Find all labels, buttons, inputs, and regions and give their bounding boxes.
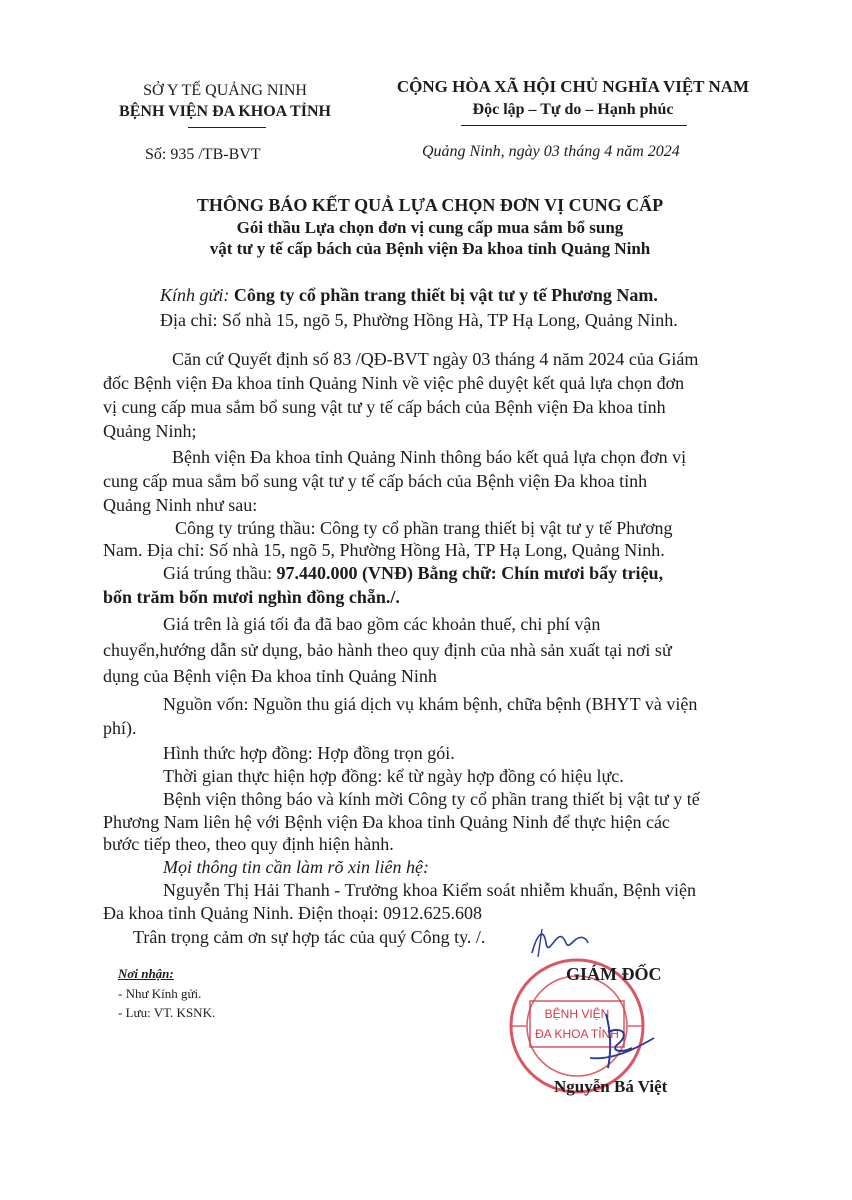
para-basis-line: đốc Bệnh viện Đa khoa tỉnh Quảng Ninh về việc phê duyệt kết quả lựa chọn đơn xyxy=(103,373,685,393)
place-date: Quảng Ninh, ngày 03 tháng 4 năm 2024 xyxy=(422,143,680,160)
para-announce-line: Bệnh viện Đa khoa tỉnh Quảng Ninh thông báo kết quả lựa chọn đơn vị xyxy=(172,447,687,467)
motto: Độc lập – Tự do – Hạnh phúc xyxy=(472,101,674,118)
recipient-line xyxy=(160,285,658,306)
contract-form: Hình thức hợp đồng: Hợp đồng trọn gói. xyxy=(163,743,455,763)
para-invite-line: Bệnh viện thông báo và kính mời Công ty cổ phần trang thiết bị vật tư y tế xyxy=(163,789,700,809)
handwritten-signature xyxy=(560,1008,670,1078)
contact-line: Nguyễn Thị Hải Thanh - Trưởng khoa Kiểm soát nhiễm khuẩn, Bệnh viện xyxy=(163,880,697,900)
para-basis-line: Căn cứ Quyết định số 83 /QĐ-BVT ngày 03 tháng 4 năm 2024 của Giám xyxy=(172,349,699,369)
para-announce-line: cung cấp mua sắm bổ sung vật tư y tế cấp bách của Bệnh viện Đa khoa tỉnh xyxy=(103,471,648,491)
recipient-name: Công ty cổ phần trang thiết bị vật tư y tế Phương Nam. xyxy=(233,285,658,305)
stamp-line-2: ĐA KHOA TỈNH xyxy=(535,1027,619,1041)
para-basis-line: Quảng Ninh; xyxy=(103,421,197,441)
recipients-label: Nơi nhận: xyxy=(118,966,174,981)
para-tax-line: Giá trên là giá tối đa đã bao gồm các khoản thuế, chi phí vận xyxy=(163,614,601,634)
signer-title: GIÁM ĐỐC xyxy=(566,964,662,984)
document-subtitle-2: vật tư y tế cấp bách của Bệnh viện Đa khoa tỉnh Quảng Ninh xyxy=(209,239,651,258)
para-invite-line: Phương Nam liên hệ với Bệnh viện Đa khoa tỉnh Quảng Ninh để thực hiện các xyxy=(103,812,670,832)
para-tax-line: dụng của Bệnh viện Đa khoa tỉnh Quảng Ninh xyxy=(103,666,437,686)
price-value: 97.440.000 (VNĐ) Bằng chữ: Chín mươi bẩy triệu, xyxy=(276,563,664,583)
para-fund-line: phí). xyxy=(103,718,137,738)
org-parent: SỞ Y TẾ QUẢNG NINH xyxy=(143,82,307,99)
para-tax-line: chuyển,hướng dẫn sử dụng, bảo hành theo quy định của nhà sản xuất tại nơi sử xyxy=(103,640,672,660)
recipient-item: - Lưu: VT. KSNK. xyxy=(118,1005,216,1020)
republic-title: CỘNG HÒA XÃ HỘI CHỦ NGHĨA VIỆT NAM xyxy=(396,77,750,96)
para-announce-line: Quảng Ninh như sau: xyxy=(103,495,258,515)
thanks-line: Trân trọng cảm ơn sự hợp tác của quý Công ty. /. xyxy=(133,927,486,947)
price-line xyxy=(163,563,663,584)
document-subtitle-1: Gói thầu Lựa chọn đơn vị cung cấp mua sắm bổ sung xyxy=(236,218,624,237)
initial-scribble xyxy=(528,923,592,963)
winner-line: Nam. Địa chỉ: Số nhà 15, ngõ 5, Phường Hồng Hà, TP Hạ Long, Quảng Ninh. xyxy=(103,540,665,560)
document-title: THÔNG BÁO KẾT QUẢ LỰA CHỌN ĐƠN VỊ CUNG CẤP xyxy=(196,195,664,215)
price-label: Giá trúng thầu: xyxy=(163,563,277,583)
contact-intro: Mọi thông tin cần làm rõ xin liên hệ: xyxy=(163,857,429,877)
para-basis-line: vị cung cấp mua sắm bổ sung vật tư y tế cấp bách của Bệnh viện Đa khoa tỉnh xyxy=(103,397,666,417)
doc-number: Số: 935 /TB-BVT xyxy=(145,146,261,163)
contact-line: Đa khoa tỉnh Quảng Ninh. Điện thoại: 0912.625.608 xyxy=(103,903,482,923)
recipient-label: Kính gửi: xyxy=(160,285,230,305)
recipient-item: - Như Kính gửi. xyxy=(118,986,202,1001)
motto-underline xyxy=(461,125,687,126)
org-name: BỆNH VIỆN ĐA KHOA TỈNH xyxy=(119,103,331,120)
org-underline xyxy=(188,127,266,128)
stamp-line-1: BỆNH VIỆN xyxy=(544,1007,610,1021)
signer-name: Nguyễn Bá Việt xyxy=(554,1077,668,1096)
price-words: bốn trăm bốn mươi nghìn đồng chẵn./. xyxy=(103,587,400,607)
contract-time: Thời gian thực hiện hợp đồng: kể từ ngày hợp đồng có hiệu lực. xyxy=(163,766,624,786)
recipient-address: Địa chỉ: Số nhà 15, ngõ 5, Phường Hồng Hà, TP Hạ Long, Quảng Ninh. xyxy=(160,310,678,330)
para-fund-line: Nguồn vốn: Nguồn thu giá dịch vụ khám bệnh, chữa bệnh (BHYT và viện xyxy=(163,694,698,714)
winner-line: Công ty trúng thầu: Công ty cổ phần trang thiết bị vật tư y tế Phương xyxy=(175,518,673,538)
para-invite-line: bước tiếp theo, theo quy định hiện hành. xyxy=(103,834,394,854)
